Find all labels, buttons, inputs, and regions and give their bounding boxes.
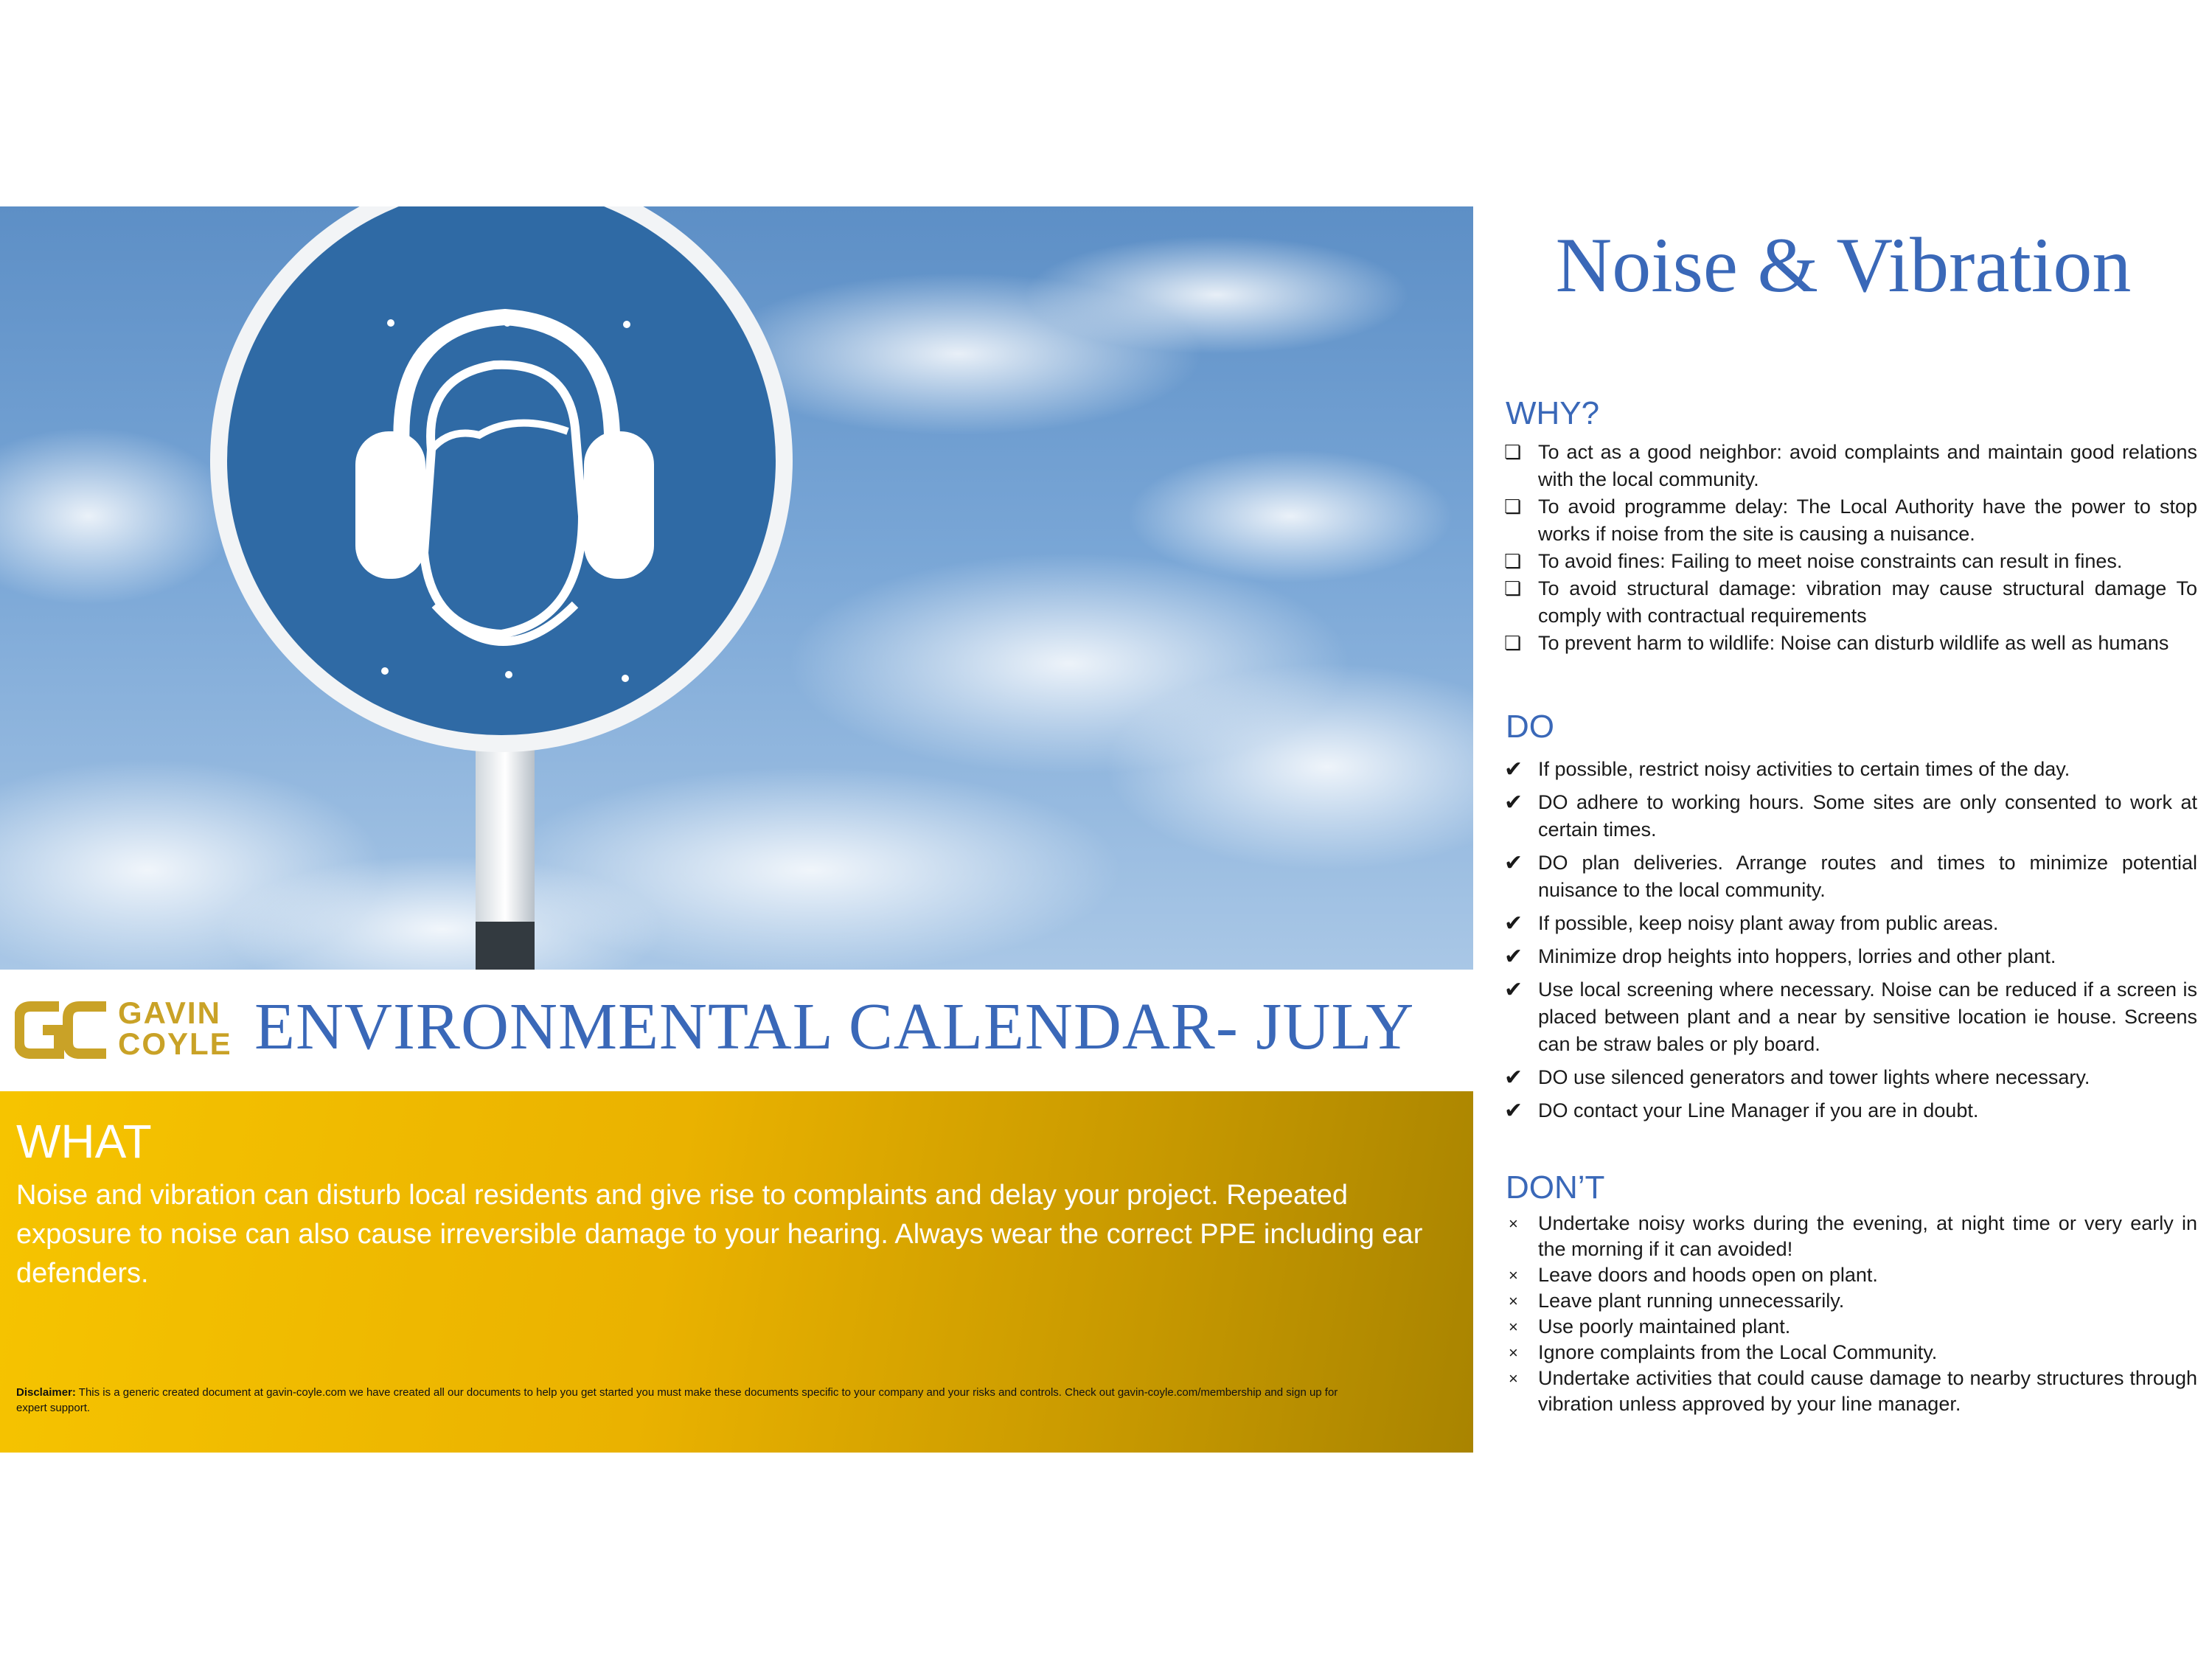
do-heading: DO: [1506, 709, 1554, 745]
list-item: [1504, 1314, 2197, 1340]
list-item-text: DO contact your Line Manager if you are in doubt.: [1538, 1099, 1979, 1121]
list-item: [1504, 943, 2197, 970]
list-item: [1504, 1211, 2197, 1262]
checkbox-icon: ❏: [1504, 441, 1522, 463]
dont-heading: DON’T: [1506, 1169, 1605, 1206]
disclaimer-text: This is a generic created document at gavin-coyle.com we have created all our documents to help you get started you must make these documents specific to your company and your risks and controls. Check out gavin-coyle.com/membership and sign up for expert support.: [16, 1386, 1338, 1414]
list-item-text: Use poorly maintained plant.: [1538, 1315, 1791, 1338]
list-item: [1504, 1288, 2197, 1314]
checkmark-icon: ✔: [1504, 851, 1523, 875]
checkbox-icon: ❏: [1504, 495, 1522, 518]
list-item: [1504, 493, 2197, 548]
list-item: [1504, 756, 2197, 783]
gavin-coyle-logo: [15, 984, 236, 1077]
why-heading: WHY?: [1506, 395, 1600, 431]
list-item-text: To act as a good neighbor: avoid complaints and maintain good relations with the local community.: [1538, 441, 2197, 490]
list-item-text: DO use silenced generators and tower lights where necessary.: [1538, 1066, 2090, 1088]
list-item-text: To avoid fines: Failing to meet noise constraints can result in fines.: [1538, 550, 2123, 572]
list-item-text: If possible, keep noisy plant away from public areas.: [1538, 912, 1999, 934]
what-body: Noise and vibration can disturb local residents and give rise to complaints and delay your project. Repeated exposure to noise can also cause irreversible damage to your hearing. Always wear the correct PPE including ear defenders.: [16, 1180, 1423, 1289]
logo-word-gavin: GAVIN: [118, 995, 221, 1030]
list-item-text: To avoid programme delay: The Local Authority have the power to stop works if noise from the site is causing a nuisance.: [1538, 495, 2197, 545]
gc-logo-icon: [15, 993, 111, 1067]
cross-icon: ×: [1509, 1266, 1518, 1284]
ear-protection-sign-icon: [0, 206, 1473, 970]
list-item: [1504, 849, 2197, 904]
do-list: [1504, 756, 2197, 1130]
list-item-text: DO adhere to working hours. Some sites are only consented to work at certain times.: [1538, 791, 2197, 841]
list-item: [1504, 548, 2197, 575]
list-item: [1504, 1064, 2197, 1091]
list-item-text: To avoid structural damage: vibration may cause structural damage To comply with contractual requirements: [1538, 577, 2197, 627]
checkmark-icon: ✔: [1504, 1099, 1523, 1123]
checkmark-icon: ✔: [1504, 790, 1523, 815]
checkmark-icon: ✔: [1504, 911, 1523, 936]
panel-title: Noise & Vibration: [1555, 222, 2132, 308]
list-item-text: Use local screening where necessary. Noise can be reduced if a screen is placed between plant and a near by sensitive location ie house. Screens can be straw bales or ply board.: [1538, 978, 2197, 1055]
list-item-text: DO plan deliveries. Arrange routes and times to minimize potential nuisance to the local community.: [1538, 852, 2197, 901]
list-item-text: To prevent harm to wildlife: Noise can disturb wildlife as well as humans: [1538, 632, 2169, 654]
checkbox-icon: ❏: [1504, 550, 1522, 572]
list-item-text: Ignore complaints from the Local Community.: [1538, 1341, 1938, 1363]
checkmark-icon: ✔: [1504, 945, 1523, 969]
info-panel: [1475, 206, 2212, 1453]
checkbox-icon: ❏: [1504, 632, 1522, 654]
checkmark-icon: ✔: [1504, 757, 1523, 782]
list-item: [1504, 1340, 2197, 1366]
list-item: [1504, 1366, 2197, 1417]
list-item: [1504, 976, 2197, 1058]
list-item: [1504, 630, 2197, 657]
cross-icon: ×: [1509, 1292, 1518, 1310]
what-panel: [0, 1091, 1473, 1453]
cross-icon: ×: [1509, 1214, 1518, 1233]
list-item-text: Leave doors and hoods open on plant.: [1538, 1264, 1878, 1286]
dont-list: [1504, 1211, 2197, 1417]
ear-protection-photo: [0, 206, 1473, 970]
checkmark-icon: ✔: [1504, 978, 1523, 1002]
list-item-text: Undertake noisy works during the evening, at night time or very early in the morning if it can avoided!: [1538, 1212, 2197, 1260]
cross-icon: ×: [1509, 1343, 1518, 1362]
checkmark-icon: ✔: [1504, 1065, 1523, 1090]
slide: [0, 206, 2212, 1453]
banner: [0, 970, 1473, 1091]
logo-word-coyle: COYLE: [118, 1026, 232, 1061]
calendar-title: ENVIRONMENTAL CALENDAR- JULY: [254, 990, 1415, 1063]
list-item: [1504, 1097, 2197, 1124]
list-item-text: Undertake activities that could cause damage to nearby structures through vibration unless approved by your line manager.: [1538, 1367, 2197, 1415]
list-item-text: Leave plant running unnecessarily.: [1538, 1290, 1845, 1312]
list-item: [1504, 439, 2197, 493]
list-item: [1504, 789, 2197, 844]
disclaimer: [16, 1385, 1343, 1416]
list-item: [1504, 575, 2197, 630]
list-item-text: Minimize drop heights into hoppers, lorries and other plant.: [1538, 945, 2056, 967]
checkbox-icon: ❏: [1504, 577, 1522, 599]
list-item-text: If possible, restrict noisy activities to certain times of the day.: [1538, 758, 2070, 780]
why-list: [1504, 439, 2197, 657]
list-item: [1504, 1262, 2197, 1288]
disclaimer-label: Disclaimer:: [16, 1386, 76, 1399]
what-heading: WHAT: [16, 1115, 152, 1168]
list-item: [1504, 910, 2197, 937]
cross-icon: ×: [1509, 1369, 1518, 1388]
cross-icon: ×: [1509, 1318, 1518, 1336]
